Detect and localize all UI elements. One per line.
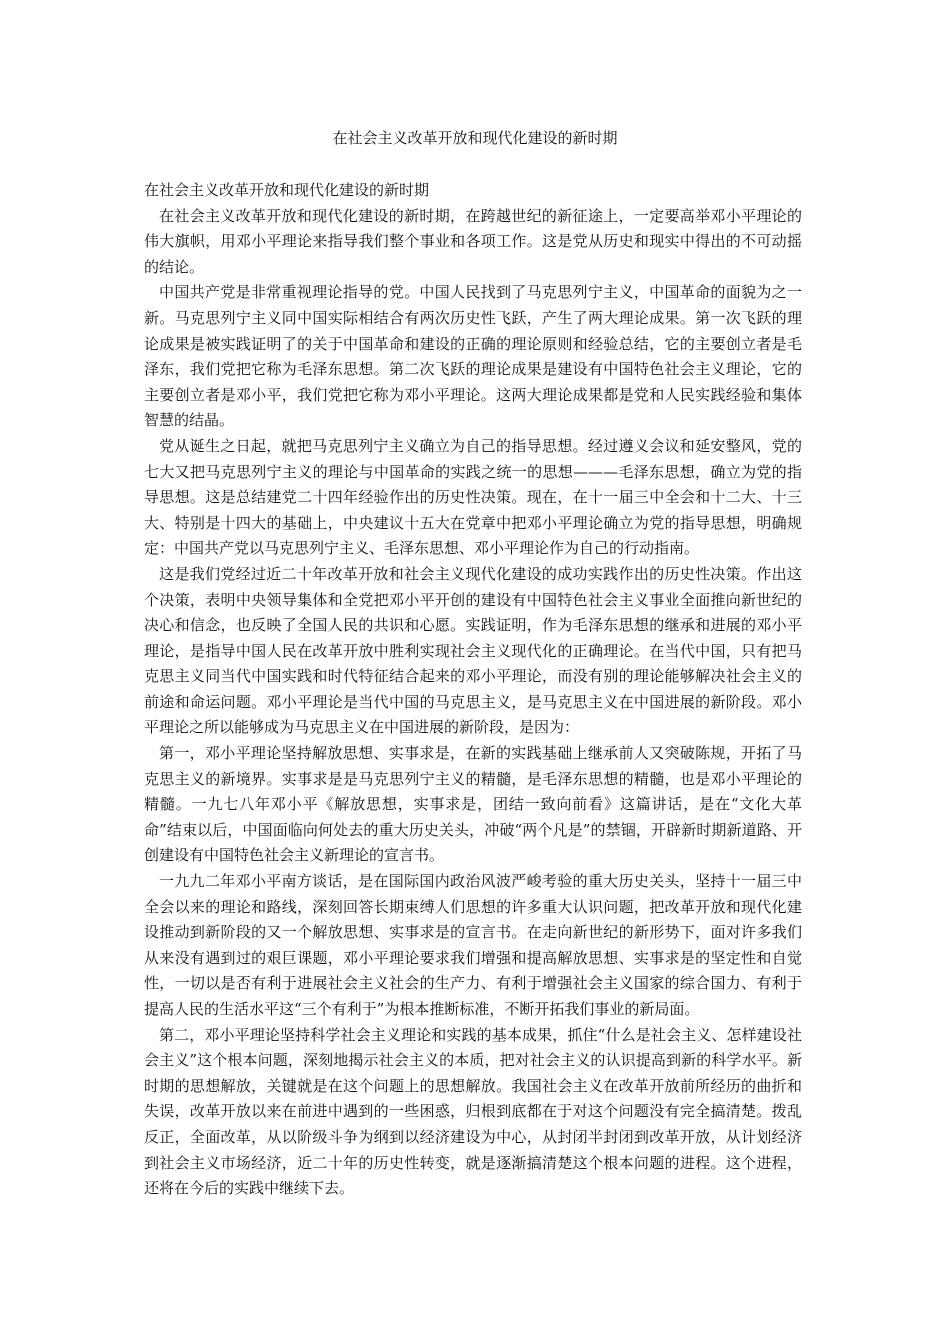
paragraph: 党从诞生之日起，就把马克思列宁主义确立为自己的指导思想。经过遵义会议和延安整风，党的七大又把马克思列宁主义的理论与中国革命的实践之统一的思想———毛泽东思想，确立为党的指导思想。这是总结建党二十四年经验作出的历史性决策。现在，在十一届三中全会和十二大、十三大、特别是十四大的基础上，中央建议十五大在党章中把邓小平理论确立为党的指导思想，明确规定：中国共产党以马克思列宁主义、毛泽东思想、邓小平理论作为自己的行动指南。: [144, 436, 802, 558]
document-subtitle: 在社会主义改革开放和现代化建设的新时期: [144, 181, 430, 199]
paragraph: 第一，邓小平理论坚持解放思想、实事求是，在新的实践基础上继承前人又突破陈规，开拓了马克思主义的新境界。实事求是是马克思列宁主义的精髓，是毛泽东思想的精髓，也是邓小平理论的精髓。一九七八年邓小平《解放思想，实事求是，团结一致向前看》这篇讲话，是在“文化大革命”结束以后，中国面临向何处去的重大历史关头，冲破“两个凡是”的禁锢，开辟新时期新道路、开创建设有中国特色社会主义新理论的宣言书。: [144, 744, 802, 865]
document-title: 在社会主义改革开放和现代化建设的新时期: [332, 129, 618, 147]
paragraph: 在社会主义改革开放和现代化建设的新时期，在跨越世纪的新征途上，一定要高举邓小平理论的伟大旗帜，用邓小平理论来指导我们整个事业和各项工作。这是党从历史和现实中得出的不可动摇的结论。: [144, 206, 802, 276]
paragraph: 中国共产党是非常重视理论指导的党。中国人民找到了马克思列宁主义，中国革命的面貌为之一新。马克思列宁主义同中国实际相结合有两次历史性飞跃，产生了两大理论成果。第一次飞跃的理论成果是被实践证明了的关于中国革命和建设的正确的理论原则和经验总结，它的主要创立者是毛泽东，我们党把它称为毛泽东思想。第二次飞跃的理论成果是建设有中国特色社会主义理论，它的主要创立者是邓小平，我们党把它称为邓小平理论。这两大理论成果都是党和人民实践经验和集体智慧的结晶。: [144, 283, 802, 430]
document-body: [144, 178, 802, 1202]
paragraph: 这是我们党经过近二十年改革开放和社会主义现代化建设的成功实践作出的历史性决策。作出这个决策，表明中央领导集体和全党把邓小平开创的建设有中国特色社会主义事业全面推向新世纪的决心和信念，也反映了全国人民的共识和心愿。实践证明，作为毛泽东思想的继承和进展的邓小平理论，是指导中国人民在改革开放中胜利实现社会主义现代化的正确理论。在当代中国，只有把马克思主义同当代中国实践和时代特征结合起来的邓小平理论，而没有别的理论能够解决社会主义的前途和命运问题。邓小平理论是当代中国的马克思主义，是马克思主义在中国进展的新阶段。邓小平理论之所以能够成为马克思主义在中国进展的新阶段，是因为：: [144, 564, 802, 737]
paragraph: 第二，邓小平理论坚持科学社会主义理论和实践的基本成果，抓住“什么是社会主义、怎样建设社会主义”这个根本问题，深刻地揭示社会主义的本质，把对社会主义的认识提高到新的科学水平。新时期的思想解放，关键就是在这个问题上的思想解放。我国社会主义在改革开放前所经历的曲折和失误，改革开放以来在前进中遇到的一些困惑，归根到底都在于对这个问题没有完全搞清楚。拨乱反正，全面改革，从以阶级斗争为纲到以经济建设为中心，从封闭半封闭到改革开放，从计划经济到社会主义市场经济，近二十年的历史性转变，就是逐渐搞清楚这个根本问题的进程。这个进程，还将在今后的实践中继续下去。: [144, 1025, 802, 1198]
paragraph: 一九九二年邓小平南方谈话，是在国际国内政治风波严峻考验的重大历史关头，坚持十一届三中全会以来的理论和路线，深刻回答长期束缚人们思想的许多重大认识问题，把改革开放和现代化建设推动到新阶段的又一个解放思想、实事求是的宣言书。在走向新世纪的新形势下，面对许多我们从来没有遇到过的艰巨课题，邓小平理论要求我们增强和提高解放思想、实事求是的坚定性和自觉性，一切以是否有利于进展社会主义社会的生产力、有利于增强社会主义国家的综合国力、有利于提高人民的生活水平这“三个有利于”为根本推断标准，不断开拓我们事业的新局面。: [144, 872, 802, 1018]
